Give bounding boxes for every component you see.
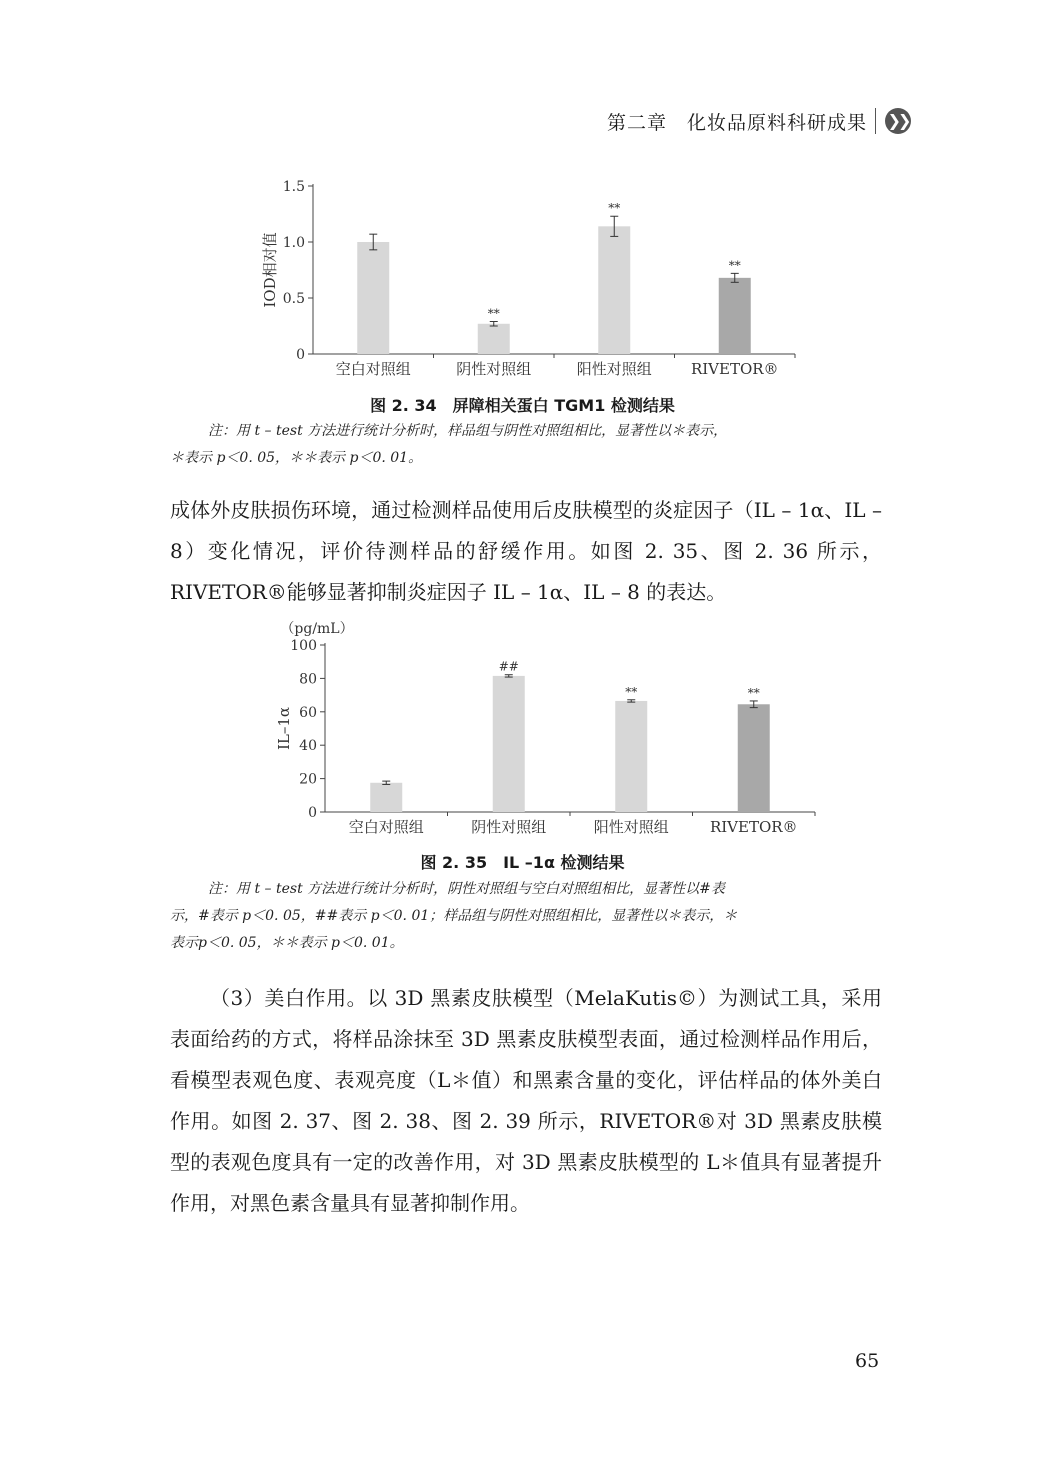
chart-tgm1: [255, 170, 815, 385]
y-tick-label: 60: [299, 704, 317, 721]
significance-label: **: [625, 684, 638, 699]
significance-label: **: [747, 685, 760, 700]
header-divider: [875, 108, 876, 134]
y-axis-label: IL–1α: [275, 706, 293, 751]
running-header: 第二章 化妆品原料科研成果: [606, 112, 867, 134]
note-line: ＊表示 p＜0. 05，＊＊表示 p＜0. 01。: [170, 450, 423, 466]
bar: [738, 704, 770, 812]
x-tick-label: RIVETOR®: [709, 818, 798, 836]
bar: [493, 676, 525, 812]
x-tick-label: 阴性对照组: [456, 360, 532, 378]
page-number: 65: [855, 1350, 880, 1372]
note-line: 注：用 t – test 方法进行统计分析时，样品组与阴性对照组相比，显著性以＊表示，: [208, 423, 728, 439]
bar: [370, 783, 402, 812]
x-tick-label: 空白对照组: [348, 818, 424, 836]
y-tick-label: 100: [290, 638, 317, 654]
y-tick-label: 80: [299, 671, 317, 688]
significance-label: ##: [498, 659, 519, 674]
y-axis-label: IOD相对值: [261, 232, 279, 308]
significance-label: **: [608, 201, 621, 216]
figure-note-2-34: [170, 418, 880, 472]
x-tick-label: 空白对照组: [335, 360, 411, 378]
y-tick-label: 0: [296, 347, 305, 363]
paragraph-whitening: （3）美白作用。以 3D 黑素皮肤模型（MelaKutis©）为测试工具，采用表面给药的方式，将样品涂抹至 3D 黑素皮肤模型表面，通过检测样品作用后，看模型表观色度、表观亮度（L＊值）和黑素含量的变化，评估样品的体外美白作用。如图 2. 37、图 2. 38、图 2. 39 所示，RIVETOR®对 3D 黑素皮肤模型的表观色度具有一定的改善作用，对 3D 黑素皮肤模型的 L＊值具有显著提升作用，对黑色素含量具有显著抑制作用。: [170, 986, 882, 1215]
x-tick-label: 阳性对照组: [593, 818, 669, 836]
bar: [598, 226, 630, 354]
y-tick-label: 0: [308, 805, 317, 821]
y-tick-label: 1.5: [282, 179, 305, 195]
y-tick-label: 40: [299, 738, 317, 755]
x-tick-label: 阴性对照组: [471, 818, 547, 836]
x-tick-label: 阳性对照组: [576, 360, 652, 378]
y-tick-label: 1.0: [282, 235, 305, 251]
bar: [357, 242, 389, 354]
figure-caption-2-34: 图 2. 34 屏障相关蛋白 TGM1 检测结果: [370, 396, 675, 415]
y-tick-label: 0.5: [282, 291, 305, 307]
bar: [615, 701, 647, 812]
unit-label: （pg/mL）: [280, 621, 354, 637]
note-line: 注：用 t – test 方法进行统计分析时，阴性对照组与空白对照组相比，显著性以#表: [208, 881, 725, 897]
y-tick-label: 20: [299, 771, 317, 788]
paragraph-inflammation: 成体外皮肤损伤环境，通过检测样品使用后皮肤模型的炎症因子（IL – 1α、IL – 8）变化情况，评价待测样品的舒缓作用。如图 2. 35、图 2. 36 所示，RIVETOR®能够显著抑制炎症因子 IL – 1α、IL – 8 的表达。: [170, 498, 882, 604]
chart-il1a: [265, 615, 825, 840]
note-line: 表示p＜0. 05，＊＊表示 p＜0. 01。: [170, 935, 404, 951]
bar: [478, 324, 510, 354]
x-tick-label: RIVETOR®: [690, 360, 779, 378]
significance-label: **: [728, 258, 741, 273]
figure-caption-2-35: 图 2. 35 IL –1α 检测结果: [420, 853, 625, 872]
significance-label: **: [487, 306, 500, 321]
double-chevron-right-icon: ❯❯: [885, 108, 911, 134]
bar: [719, 278, 751, 354]
note-line: 示，#表示 p＜0. 05，##表示 p＜0. 01；样品组与阴性对照组相比，显著性以＊表示，＊: [170, 908, 738, 924]
figure-note-2-35: [170, 876, 880, 957]
